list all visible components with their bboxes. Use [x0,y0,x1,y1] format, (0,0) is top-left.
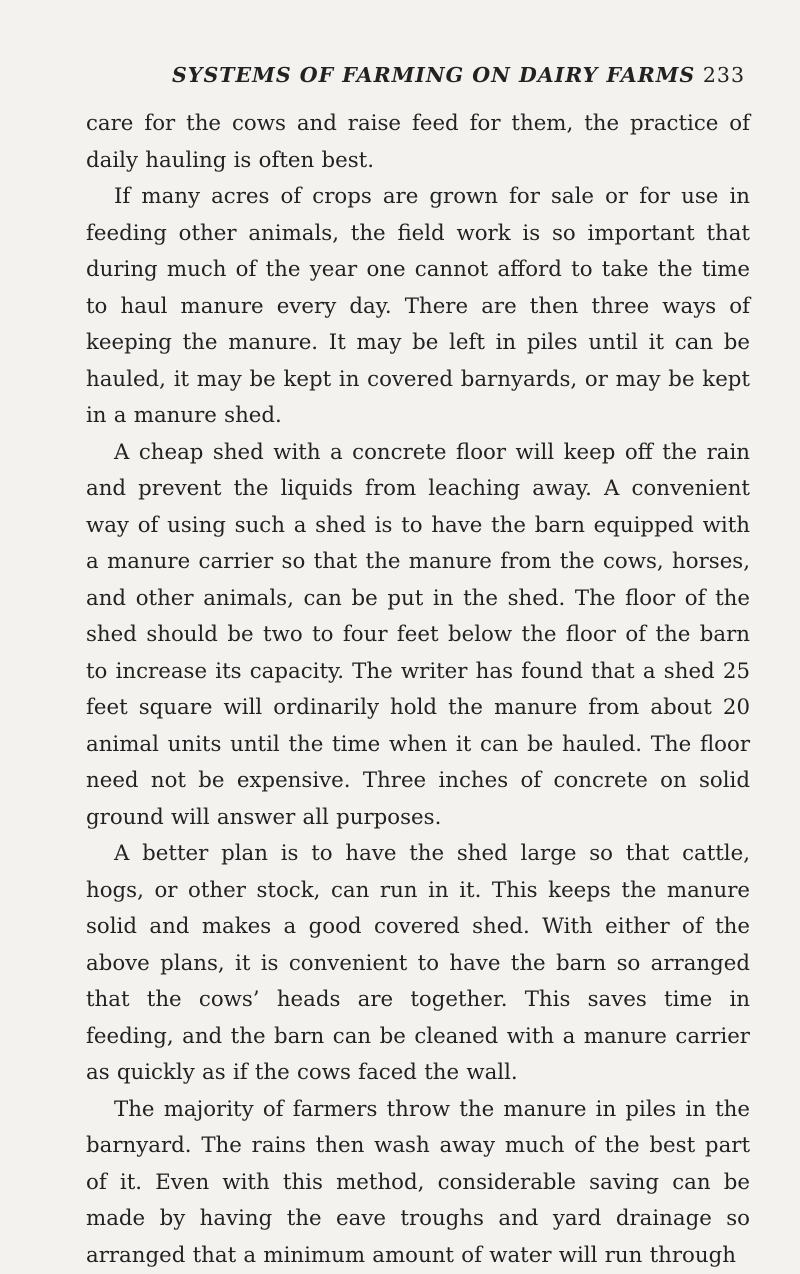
paragraph-cheap-shed: A cheap shed with a concrete floor will keep off the rain and prevent the liquids from leaching away. A convenient way of using such a shed is to have the barn equipped with a manure carrier so that the manure from the cows, horses, and other animals, can be put in the shed. The floor of the shed should be two to four feet below the floor of the barn to increase its capacity. The writer has found that a shed 25 feet square will ordinarily hold the manure from about 20 animal units until the time when it can be hauled. The floor need not be expensive. Three inches of concrete on solid ground will answer all purposes. [86,435,750,837]
paragraph-crops-for-sale: If many acres of crops are grown for sale or for use in feeding other animals, the field work is so important that during much of the year one cannot afford to take the time to haul manure every day. There are then three ways of keeping the manure. It may be left in piles until it can be hauled, it may be kept in covered barnyards, or may be kept in a manure shed. [86,179,750,435]
body-text [86,106,750,1274]
running-title: SYSTEMS OF FARMING ON DAIRY FARMS [172,55,695,95]
paragraph-better-plan: A better plan is to have the shed large so that cattle, hogs, or other stock, can run in it. This keeps the manure solid and makes a good covered shed. With either of the above plans, it is convenient to have the barn so arranged that the cows’ heads are together. This saves time in feeding, and the barn can be cleaned with a manure carrier as quickly as if the cows faced the wall. [86,836,750,1092]
page-header [172,55,745,95]
paragraph-majority-of-farmers: The majority of farmers throw the manure in piles in the barnyard. The rains then wash away much of the best part of it. Even with this method, considerable saving can be made by having the eave troughs and yard drainage so arranged that a minimum amount of water will run through [86,1092,750,1274]
page-number: 233 [703,55,745,95]
paragraph-continuation: care for the cows and raise feed for them, the practice of daily hauling is often best. [86,106,750,179]
